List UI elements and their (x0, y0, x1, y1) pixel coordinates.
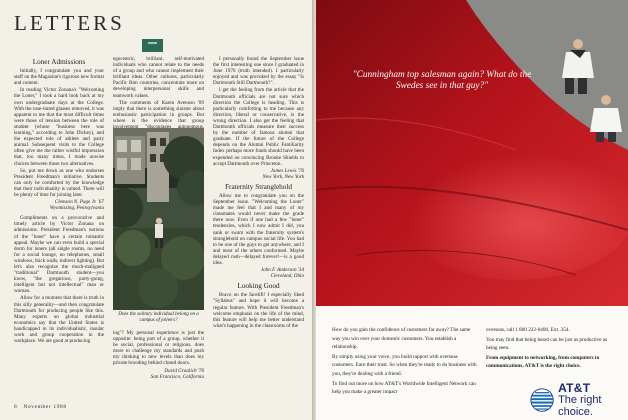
att-logo-name: AT&T (558, 381, 591, 395)
letter-paragraph: ing"? My personal experience is just the opposite: being part of a group, whether it be social, professional or religious, does more to challenge my standards and push my thinking to new levels than does my private brooding behind closed doors. (113, 330, 204, 367)
letters-column-2-lower (113, 330, 204, 384)
section-heading-fraternity-stranglehold: Fraternity Stranglehold (225, 182, 292, 191)
ad-body-copy-left (332, 326, 478, 398)
letter-paragraph: Initially, I congratulate you and your staff on the Magazine's rigorous new format and content. (14, 68, 104, 87)
photo-caption: Does the solitary individual belong on a campus of joiners? (118, 312, 199, 323)
letters-column-2 (113, 56, 204, 137)
ad-body-copy-right (486, 326, 616, 372)
letter-signature (14, 199, 104, 211)
att-wordmark (558, 382, 628, 418)
letter-paragraph: egocentric, brilliant, self-motivated individuals who cannot relate to the needs of a group and who cannot implement their brilliant ideas. Other cultures, particularly Pacific Rim countries, concentrate more on developing interpersonal skills and teamwork values. (113, 56, 204, 99)
letter-paragraph: Allow me to congratulate you on the September issue. "Welcoming the Loner" made me feel that I and many of my classmates would never make the grade there now. Even if one had a few "loner" tendencies, which I now admit I did, you sank or swam with the fraternity system's stranglehold on campus social life. You had to be one of the guys to get anywhere, and I and most of the others conformed. Maybe delayed rush—delayed forever!—is a good idea. (213, 192, 304, 266)
page-number: 8 (14, 404, 18, 410)
att-logo-tagline: The right choice. (558, 394, 602, 418)
ad-paragraph: To find out more on how AT&T's Worldwide Intelligent Network can help you make a greater impact (332, 380, 476, 396)
signature-name: John F. Anderson '34 (260, 267, 304, 274)
att-logo (530, 381, 628, 418)
campus-photo-illustration (113, 128, 204, 310)
signature-name: David Graulich '76 (164, 367, 204, 374)
ad-closing-line: From equipment to networking, from computers to communications, AT&T is the right choice. (486, 354, 600, 370)
letter-paragraph: Bravo on the facelift! I especially liked "Syllabus" and hope it will become a regular feature. With President Freedman's welcome emphasis on the life of the mind, this feature will help me better understand what's happening in the classrooms of the (213, 292, 304, 329)
att-advertisement-page (316, 0, 628, 420)
att-globe-icon (530, 386, 554, 414)
letter-paragraph: In reading Victor Zonana's "Welcoming the Loner," I took a hard look back at my own undergraduate days at the College. With the rose-tinted glasses removed, it was apparent to me that the most difficult times were those of tension between the role of student (whose "business here was learning," according to John Dickey), and the expected role of athlete and party animal. Subsequent visits to the College often give me the rather wistful impression that, too many times, I made unwise choices between those two alternatives. (14, 87, 104, 167)
letter-paragraph: I personally found the September issue the first interesting one since I graduated in June 1976 (truth intended). I particularly enjoyed and was provoked by the essay "Is Dartmouth Still Dartmouth?". (213, 56, 304, 87)
signature-place: Cleveland, Ohio (270, 273, 304, 280)
page-folio (14, 404, 67, 410)
issue-date: November 1988 (23, 404, 67, 410)
section-heading-loner-admissions: Loner Admissions (32, 58, 86, 66)
signature-name: James Lewis '76 (270, 167, 304, 174)
ad-paragraph: By simply using your voice, you build rapport with overseas customers. Earn their trust. So when they're ready to do business with you, they're dealing with a friend. (332, 353, 477, 377)
ad-photo-illustration (316, 0, 628, 306)
ad-headline-quote: "Cunningham top salesman again? What do the Swedes see in that guy?" (352, 70, 532, 91)
letter-signature (113, 368, 204, 380)
letters-page (0, 0, 312, 420)
signature-place: San Francisco, California (150, 373, 204, 380)
ad-photo-red-car (316, 0, 628, 306)
ad-paragraph: How do you gain the confidence of customers far away? The same way you win over your domestic customers. You establish a relationship. (332, 327, 471, 351)
letters-column-1 (14, 56, 104, 345)
letter-signature (213, 168, 304, 180)
letter-paragraph: Compliments on a provocative and timely article by Victor Zonana on admissions. President Freedman's notions of the "loner" have a certain romantic appeal. Maybe we can even build a special dorm for loners (all single rooms, no need for a social lounge, no telephones, small windows, thick walls, indirect lighting). But let's also recognize the much-maligned "traditional" Dartmouth student—you know, "the gregarious, party-going, intelligent but not intellectual" man or woman. (14, 215, 104, 295)
masthead-title: LETTERS (14, 10, 125, 35)
campus-photo (113, 128, 204, 310)
ad-paragraph: You may find that being heard can be just as productive as being seen. (486, 336, 608, 352)
masthead-accent-block (142, 39, 163, 52)
letter-paragraph: So, put me down as one who endorses President Freedman's initiative. Students can only be comforted by the knowledge that their individuality is valued. There will be plenty of time for joining later. (14, 167, 104, 198)
letter-signature (213, 267, 304, 279)
letter-paragraph: I get the feeling from the article that the Dartmouth officials are not sure which direction the College is heading. This is particularly comforting to me because any direction, liberal or conservative, is the wrong direction. I also get the feeling that Dartmouth officials measure their success by the number of famous alumni that graduate. If the future of the College depends on the Alumni Public Familiarity Index perhaps more funds should have been expended on convincing Brooke Shields to accept Dartmouth over Princeton. (213, 87, 304, 167)
signature-name: Clemson N. Page Jr. '67 (54, 199, 104, 206)
letter-paragraph: Allow for a moment that there is truth in this silly generality—and then congratulate Dartmouth for producing people like this. Many experts on global industrial economics say that the United States is handicapped in its individualistic, insular work and group cooperation in the workplace. We are good at producing (14, 295, 104, 345)
signature-place: New York, New York (262, 173, 304, 180)
ad-paragraph: overseas, call 1 800 222-0400, Ext. 354. (486, 327, 570, 333)
letters-column-3 (213, 56, 304, 330)
signature-place: Wyomissing, Pennsylvania (49, 205, 104, 212)
section-heading-looking-good: Looking Good (237, 282, 280, 291)
masthead (14, 10, 125, 36)
letter-paragraph: The comments of Karen Avenoso '89 imply that there is something sinister about enthusiastic participation in groups. But where is the evidence that group (113, 99, 204, 124)
